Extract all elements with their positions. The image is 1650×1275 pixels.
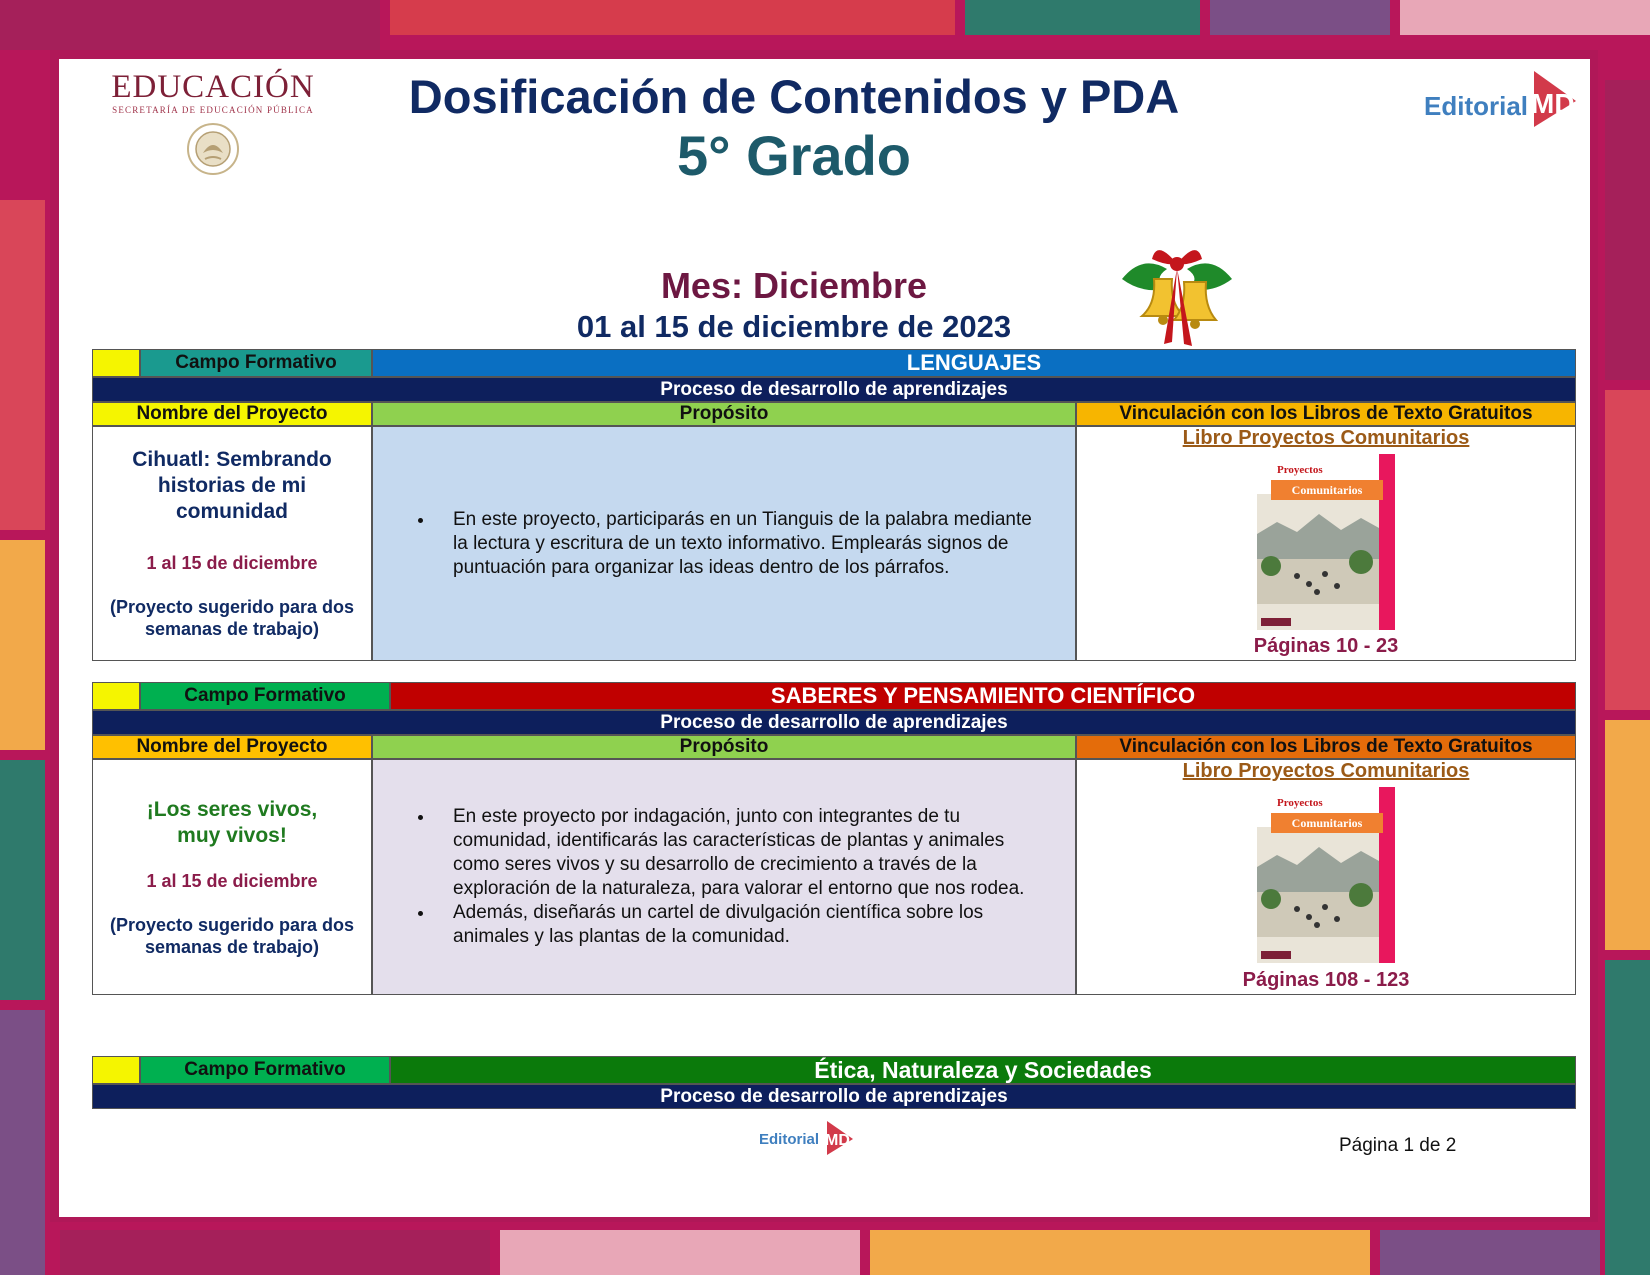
bg-tile <box>500 1230 860 1275</box>
purpose-item: • En este proyecto por indagación, junto con integrantes de tu comunidad, identificarás las características de plantas y animales como seres vivos y su desarrollo de crecimiento a través de la exploración de la naturaleza, para valorar el entorno que nos rodea. <box>435 805 1045 901</box>
section-etica <box>92 1056 1576 1109</box>
bg-tile <box>870 1230 1370 1275</box>
bg-tile <box>0 540 45 750</box>
bg-tile <box>965 0 1200 35</box>
purpose-list <box>373 805 1045 949</box>
col-vinculacion-header: Vinculación con los Libros de Texto Gratuitos <box>1076 402 1576 426</box>
col-proposito-header: Propósito <box>372 735 1076 759</box>
grade-title: 5° Grado <box>676 124 911 187</box>
cover-title-2: Comunitarios <box>1271 480 1383 500</box>
book-link[interactable]: Libro Proyectos Comunitarios <box>1182 760 1470 782</box>
yellow-marker <box>92 349 140 377</box>
section-saberes <box>92 682 1576 995</box>
bg-tile <box>1605 390 1650 710</box>
bg-tile <box>390 0 955 35</box>
campo-label: Campo Formativo <box>140 1056 390 1084</box>
book-pages: Páginas 10 - 23 <box>1253 635 1399 657</box>
cover-illustration-icon <box>1257 504 1379 604</box>
page-number: Página 1 de 2 <box>1339 1135 1457 1156</box>
bg-tile <box>0 200 45 530</box>
cover-illustration-icon <box>1257 837 1379 937</box>
editorial-logo-text: Editorial <box>1424 91 1529 121</box>
project-dates: 1 al 15 de diciembre <box>146 870 318 891</box>
sep-logo <box>103 69 323 182</box>
proceso-header: Proceso de desarrollo de aprendizajes <box>92 1084 1576 1109</box>
proceso-header: Proceso de desarrollo de aprendizajes <box>92 710 1576 735</box>
md-mark-text: MD <box>1531 88 1575 119</box>
date-range: 01 al 15 de diciembre de 2023 <box>576 309 1012 344</box>
cover-title-1: Proyectos <box>1277 464 1323 476</box>
proceso-header: Proceso de desarrollo de aprendizajes <box>92 377 1576 402</box>
project-note: (Proyecto sugerido para dos semanas de trabajo) <box>109 597 355 639</box>
bg-tile <box>1400 0 1650 35</box>
col-proyecto-header: Nombre del Proyecto <box>92 402 372 426</box>
purpose-item: • Además, diseñarás un cartel de divulgación científica sobre los animales y las plantas de la comunidad. <box>435 901 1045 949</box>
sep-logo-subtitle: SECRETARÍA DE EDUCACIÓN PÚBLICA <box>112 105 314 115</box>
christmas-bells-icon <box>1112 234 1242 354</box>
bg-tile <box>0 760 45 1000</box>
col-proyecto-header: Nombre del Proyecto <box>92 735 372 759</box>
footer-md-mark-text: MD <box>825 1132 850 1149</box>
bg-tile <box>1605 960 1650 1275</box>
editorial-md-logo <box>1424 69 1584 129</box>
bg-tile <box>1210 0 1390 35</box>
purpose-item: • En este proyecto, participarás en un Tianguis de la palabra mediante la lectura y escritura de un texto informativo. Emplearás signos de puntuación para organizar las ideas dentro de los párrafos. <box>435 508 1035 580</box>
document-sheet <box>59 59 1590 1217</box>
project-name: ¡Los seres vivos, muy vivos! <box>146 797 318 847</box>
yellow-marker <box>92 1056 140 1084</box>
col-vinculacion-header: Vinculación con los Libros de Texto Gratuitos <box>1076 735 1576 759</box>
campo-name: LENGUAJES <box>372 349 1576 377</box>
bg-tile <box>1605 80 1650 380</box>
bg-tile <box>60 1230 490 1275</box>
sep-logo-title: EDUCACIÓN <box>111 69 315 105</box>
md-mark-icon <box>1514 69 1578 129</box>
purpose-cell <box>372 759 1076 995</box>
campo-name: SABERES Y PENSAMIENTO CIENTÍFICO <box>390 682 1576 710</box>
page-title: Dosificación de Contenidos y PDA <box>408 70 1180 123</box>
project-cell <box>92 426 372 661</box>
footer-editorial-logo <box>759 1119 859 1159</box>
book-link[interactable]: Libro Proyectos Comunitarios <box>1182 427 1470 449</box>
col-proposito-header: Propósito <box>372 402 1076 426</box>
yellow-marker <box>92 682 140 710</box>
purpose-cell <box>372 426 1076 661</box>
campo-label: Campo Formativo <box>140 349 372 377</box>
project-name: Cihuatl: Sembrando historias de mi comunidad <box>132 448 332 523</box>
campo-name: Ética, Naturaleza y Sociedades <box>390 1056 1576 1084</box>
bg-tile <box>1605 720 1650 950</box>
cover-title-2: Comunitarios <box>1271 813 1383 833</box>
project-dates: 1 al 15 de diciembre <box>146 553 318 573</box>
cover-title-1: Proyectos <box>1277 797 1323 809</box>
coat-of-arms-icon <box>185 121 241 177</box>
section-lenguajes <box>92 349 1576 661</box>
book-pages: Páginas 108 - 123 <box>1242 969 1410 991</box>
footer-logo-text: Editorial <box>759 1131 820 1148</box>
bg-tile <box>0 1010 45 1275</box>
campo-label: Campo Formativo <box>140 682 390 710</box>
bg-tile <box>0 0 380 50</box>
project-note: (Proyecto sugerido para dos semanas de trabajo) <box>109 914 355 957</box>
month-label: Mes: Diciembre <box>660 265 928 306</box>
book-cover-image <box>1257 787 1395 963</box>
bg-tile <box>1380 1230 1600 1275</box>
book-cover-image <box>1257 454 1395 630</box>
md-mark-icon <box>815 1119 855 1157</box>
purpose-list <box>373 508 1035 580</box>
project-cell <box>92 759 372 995</box>
book-cell <box>1076 759 1576 995</box>
book-cell <box>1076 426 1576 661</box>
